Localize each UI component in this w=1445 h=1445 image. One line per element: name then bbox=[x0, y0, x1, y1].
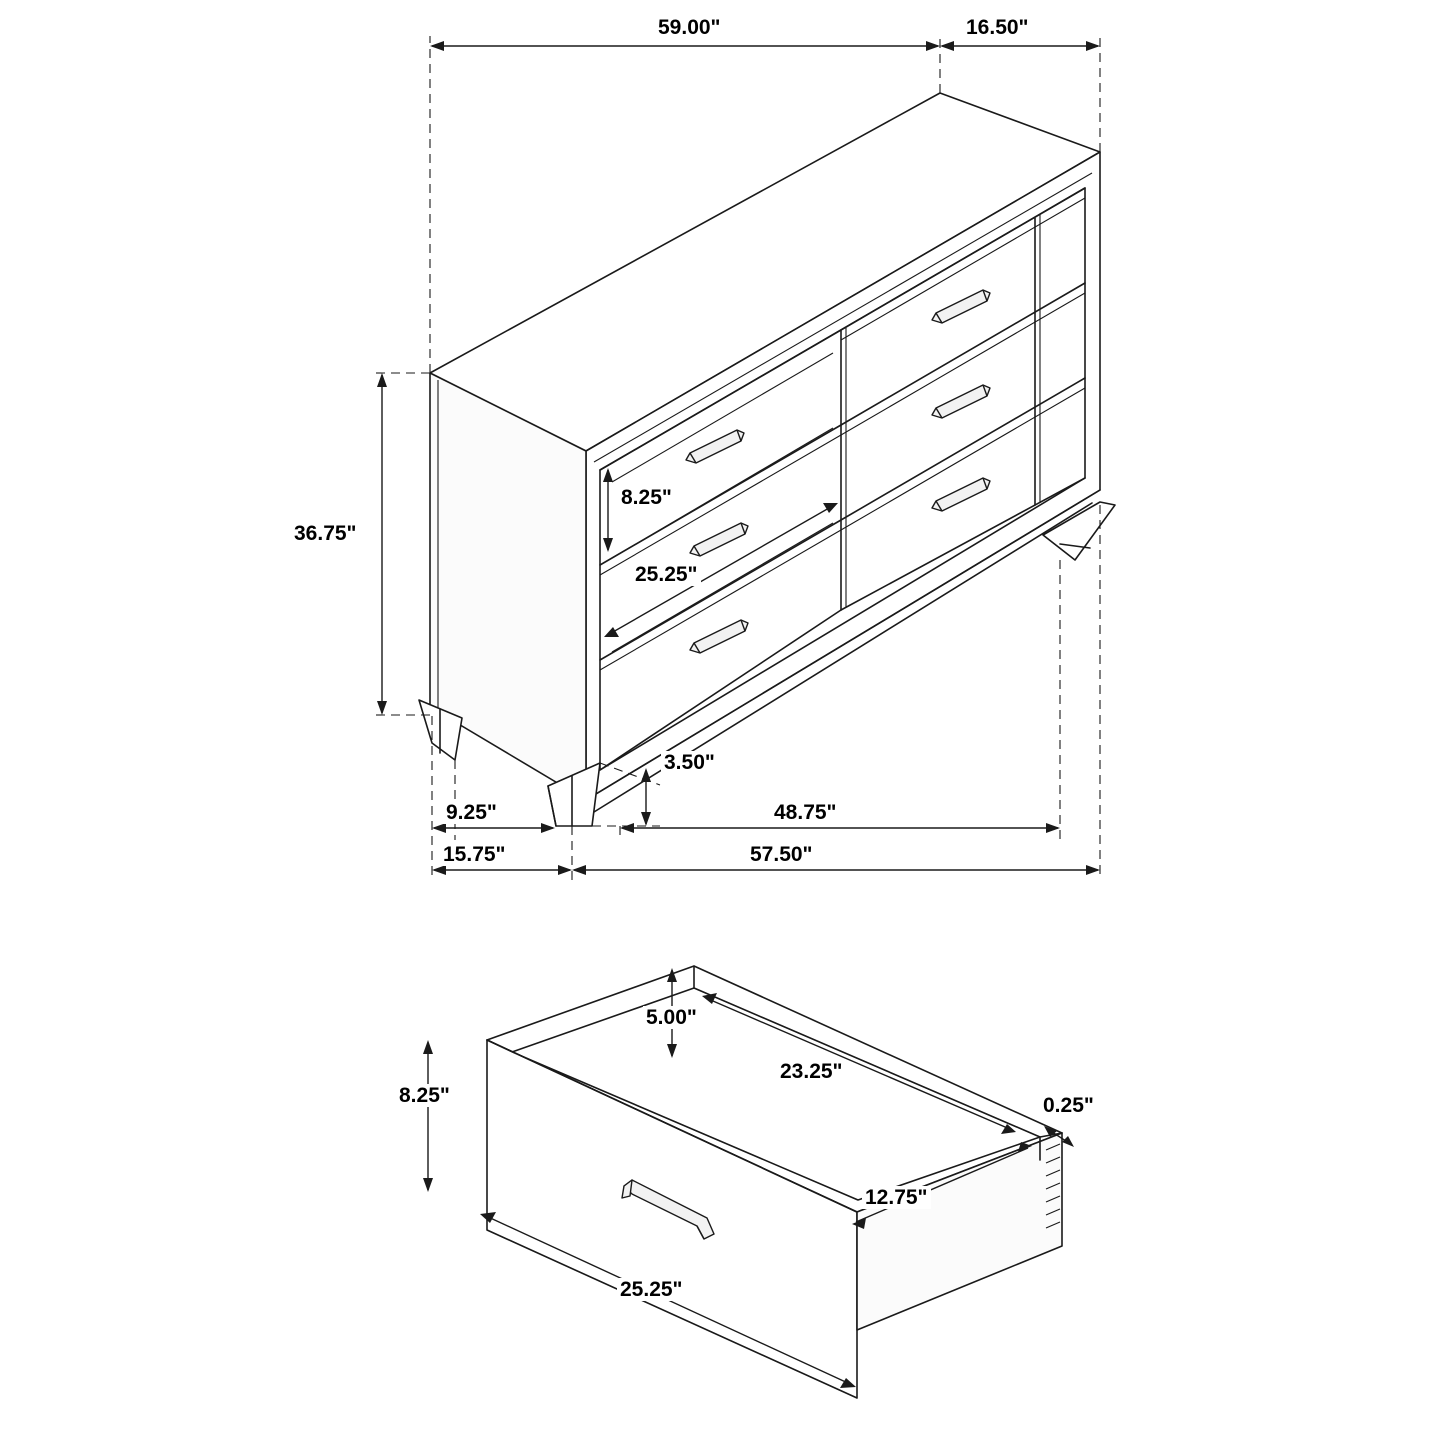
drawer-box bbox=[487, 966, 1062, 1398]
dim-drawer-front-height: 8.25" bbox=[618, 486, 675, 509]
dim-drawer-box-width: 25.25" bbox=[617, 1278, 686, 1301]
dim-leg-height: 3.50" bbox=[661, 751, 718, 774]
dim-drawer-front-width: 25.25" bbox=[632, 563, 701, 586]
dim-leg-span-width: 48.75" bbox=[771, 801, 840, 824]
dim-overall-height: 36.75" bbox=[291, 522, 360, 545]
dim-drawer-interior-side: 12.75" bbox=[862, 1186, 931, 1209]
dim-leg-span-depth: 9.25" bbox=[443, 801, 500, 824]
dim-top-depth: 16.50" bbox=[963, 16, 1032, 39]
dim-base-depth: 15.75" bbox=[440, 843, 509, 866]
dim-drawer-interior-depth: 5.00" bbox=[643, 1006, 700, 1029]
dim-drawer-interior-width: 23.25" bbox=[777, 1060, 846, 1083]
dim-case-width: 57.50" bbox=[747, 843, 816, 866]
dim-panel-thickness: 0.25" bbox=[1040, 1094, 1097, 1117]
dim-drawer-box-height: 8.25" bbox=[396, 1084, 453, 1107]
dim-top-width: 59.00" bbox=[655, 16, 724, 39]
dresser-body bbox=[419, 93, 1115, 826]
